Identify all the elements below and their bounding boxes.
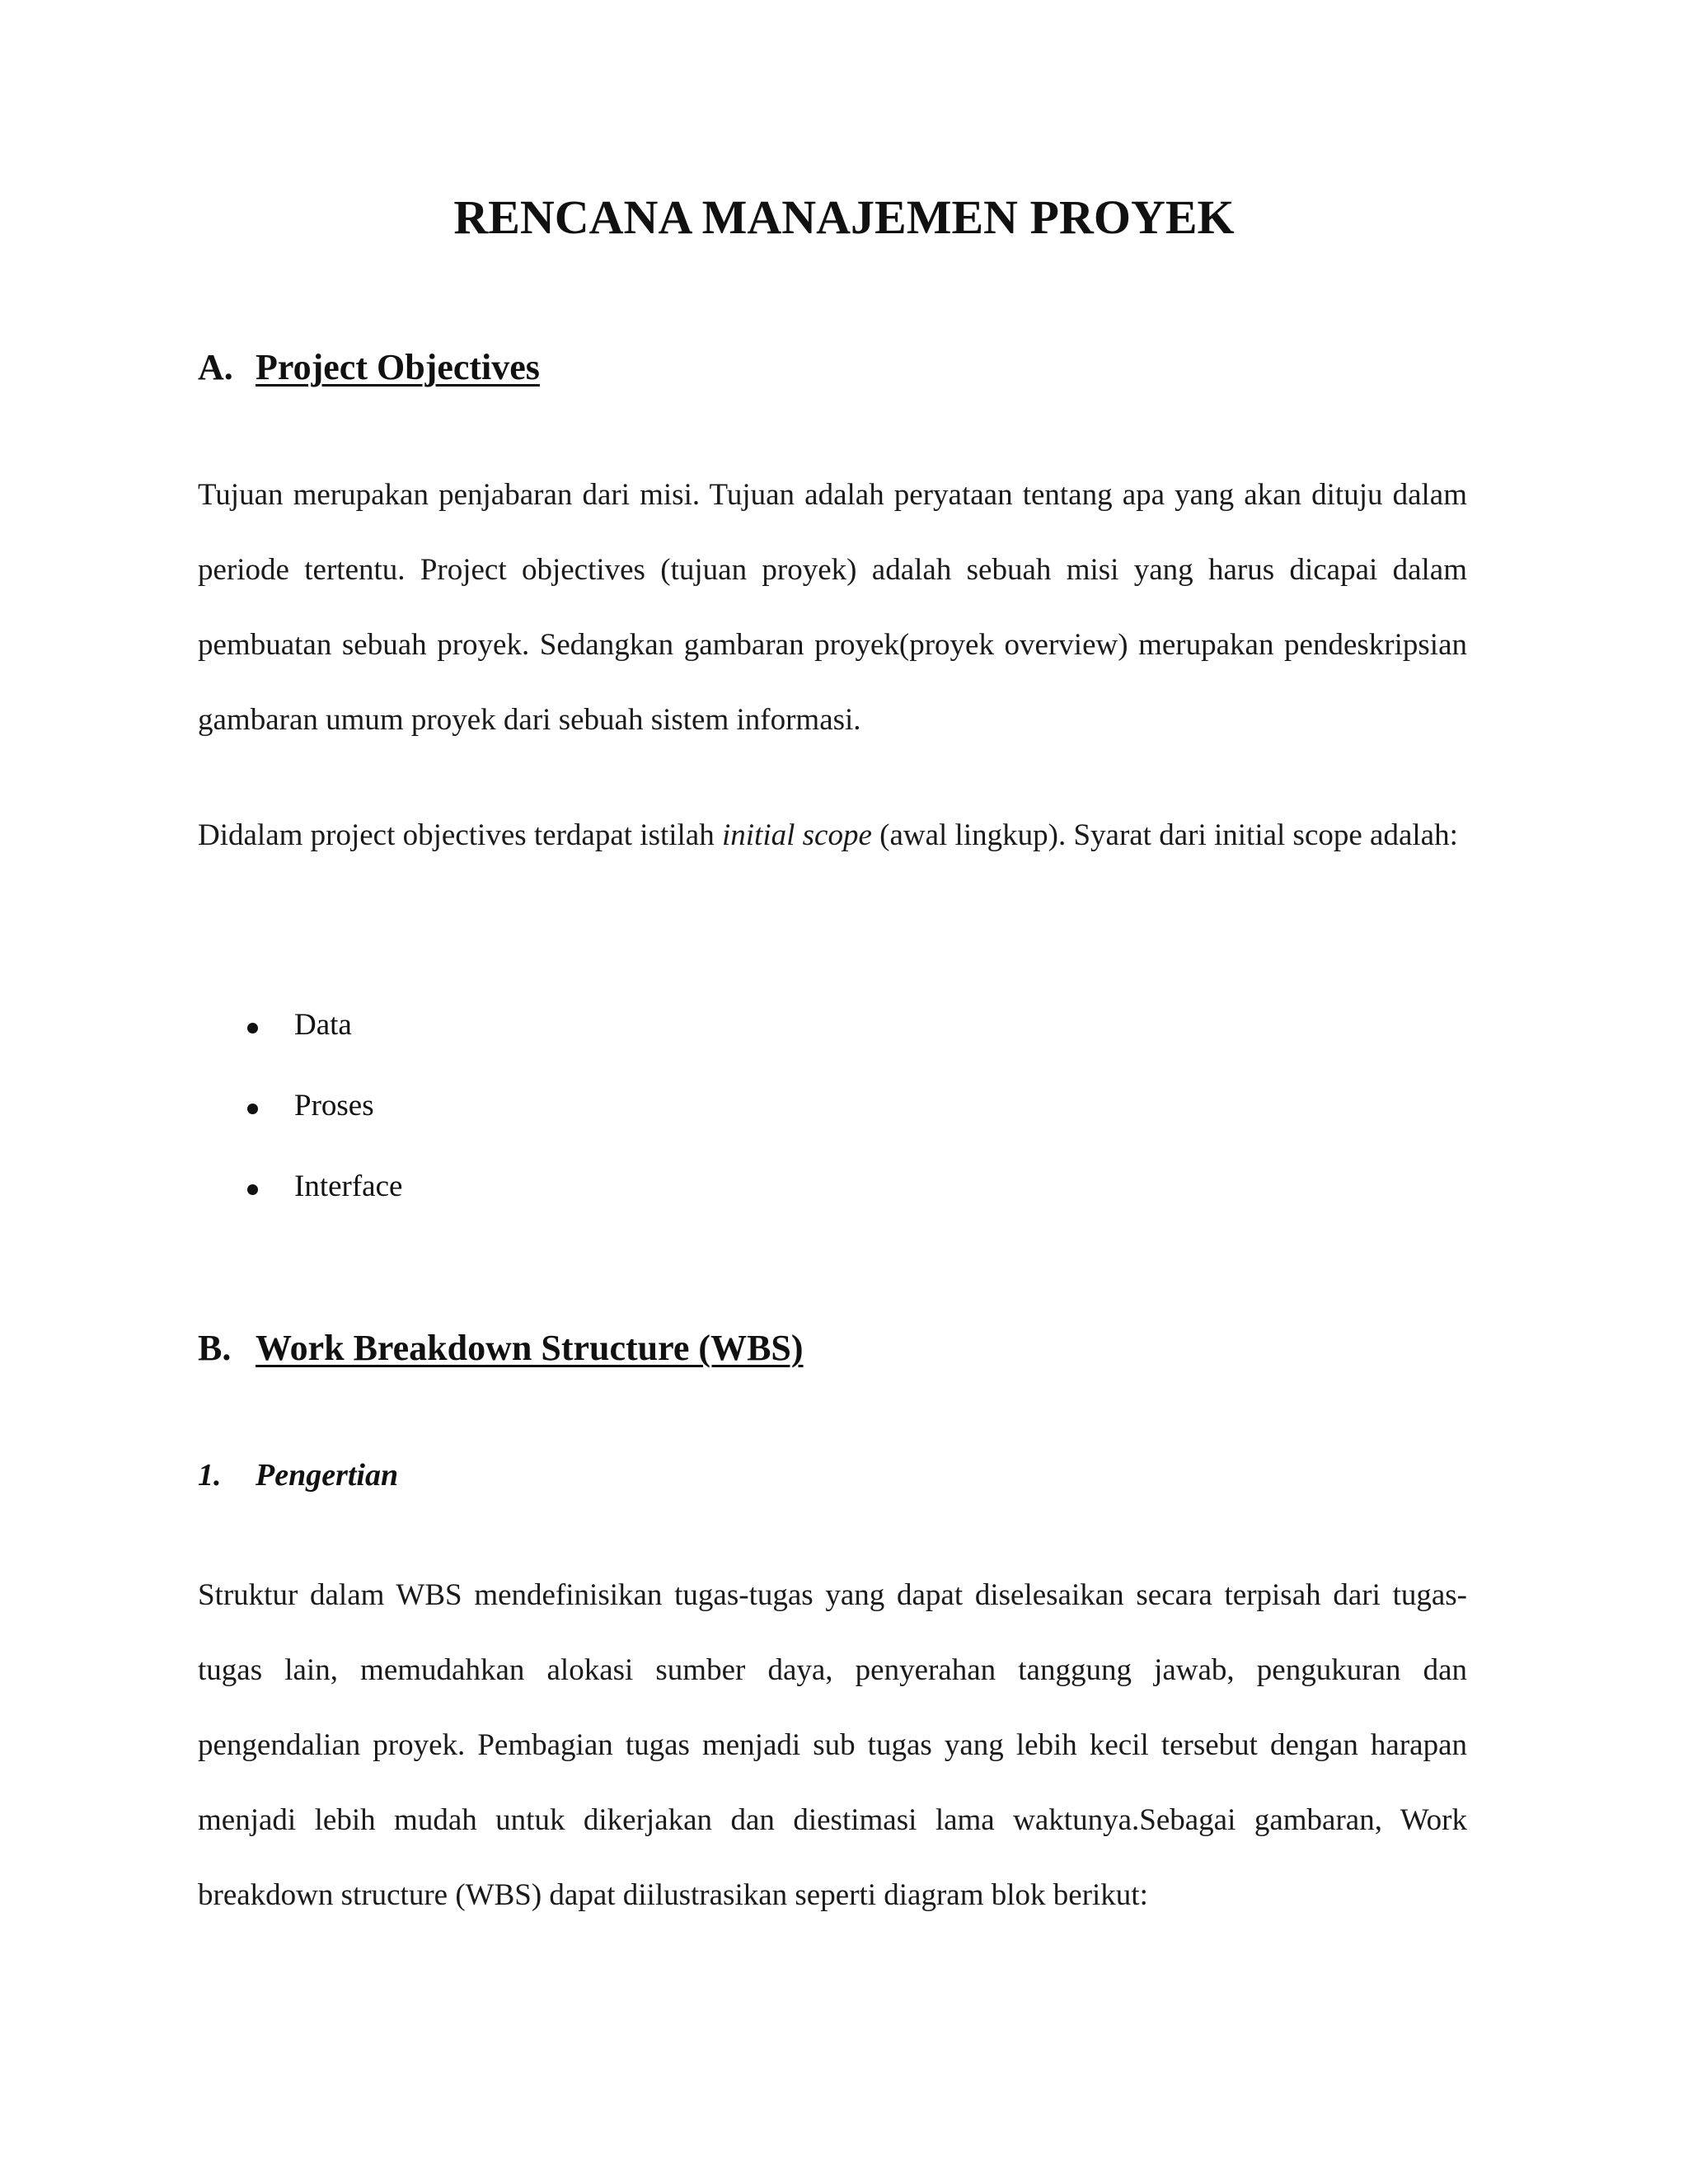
section-a-paragraph-1: Tujuan merupakan penjabaran dari misi. Tujuan adalah peryataan tentang apa yang akan dituju dalam periode tertentu. Project objectives (tujuan proyek) adalah sebuah misi yang harus dicapai dalam pembuatan sebuah proyek. Sedangkan gambaran proyek(proyek overview) merupakan pendeskripsian gambaran umum proyek dari sebuah sistem informasi. bbox=[198, 478, 1467, 737]
subsection-1-paragraph: Struktur dalam WBS mendefinisikan tugas-tugas yang dapat diselesaikan secara terpisah dari tugas-tugas lain, memudahkan alokasi sumber daya, penyerahan tanggung jawab, pengukuran dan pengendalian proyek. Pembagian tugas menjadi sub tugas yang lebih kecil tersebut dengan harapan menjadi lebih mudah untuk dikerjakan dan diestimasi lama waktunya.Sebagai gambaran, Work breakdown structure (WBS) dapat diilustrasikan seperti diagram blok berikut: bbox=[198, 1578, 1467, 1912]
section-b-heading bbox=[198, 1327, 804, 1369]
subsection-1-number: 1. bbox=[198, 1458, 222, 1493]
list-item-label: Data bbox=[294, 1008, 352, 1042]
paragraph-2-text-start: Didalam project objectives terdapat istilah bbox=[198, 818, 722, 852]
bullet-icon bbox=[247, 1023, 258, 1033]
list-item bbox=[247, 1088, 402, 1169]
list-item-label: Proses bbox=[294, 1089, 374, 1122]
list-item bbox=[247, 1007, 402, 1088]
subsection-1-title: Pengertian bbox=[256, 1458, 399, 1493]
list-item-label: Interface bbox=[294, 1169, 403, 1203]
bullet-icon bbox=[247, 1104, 258, 1114]
section-b-number: B. bbox=[198, 1328, 232, 1368]
section-a-title: Project Objectives bbox=[256, 347, 540, 387]
paragraph-2-text-end: (awal lingkup). Syarat dari initial scope adalah: bbox=[871, 818, 1458, 852]
section-a-number: A. bbox=[198, 347, 233, 387]
section-a-paragraph-2 bbox=[198, 798, 1467, 873]
list-item bbox=[247, 1169, 402, 1249]
subsection-1-heading bbox=[198, 1457, 398, 1493]
paragraph-2-italic-term: initial scope bbox=[721, 818, 872, 852]
section-a-heading bbox=[198, 346, 540, 388]
document-title: RENCANA MANAJEMEN PROYEK bbox=[453, 190, 1235, 244]
initial-scope-list bbox=[247, 1007, 402, 1249]
section-b-title: Work Breakdown Structure (WBS) bbox=[256, 1328, 804, 1368]
bullet-icon bbox=[247, 1184, 258, 1195]
